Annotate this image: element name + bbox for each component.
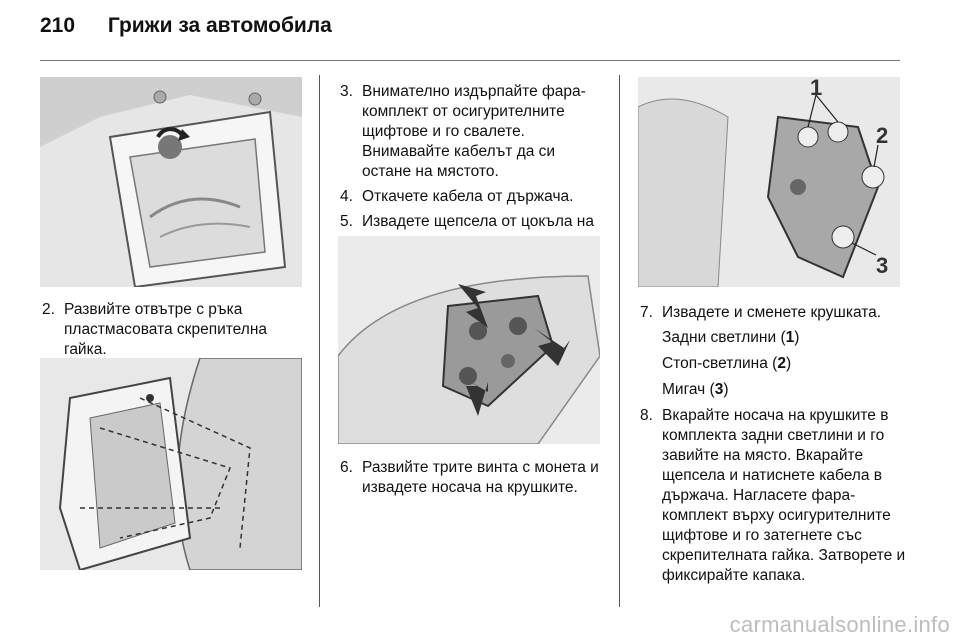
- column-divider: [319, 75, 320, 607]
- page-number: 210: [40, 14, 76, 37]
- step-item: 4. Откачете кабела от държача.: [340, 188, 574, 205]
- page-title: Грижи за автомобила: [107, 14, 332, 37]
- bulb-brake-light: Стоп-светлина (2): [662, 355, 792, 372]
- illustration-nut-removal: [40, 77, 302, 287]
- step-item: 5. Извадете щепсела от цокъла на: [340, 213, 594, 230]
- bulb-rear-lights: Задни светлини (1): [662, 329, 800, 346]
- step-item: 7. Извадете и сменете крушката.: [640, 304, 882, 321]
- step-item: 3. Внимателно издърпайте фара-комплект от осигурителните щифтове и го свалете. Внимавайте кабелът да си остане на мястото.: [340, 83, 586, 180]
- page-header: [40, 14, 332, 38]
- step-item: 2. Развийте отвътре с ръка пластмасовата скрепителна гайка.: [42, 301, 267, 358]
- illustration-bulb-carrier-screws: [338, 236, 600, 444]
- illustration-lamp-removal: [40, 358, 302, 570]
- bulb-turn-signal: Мигач (3): [662, 381, 729, 398]
- callout-3: 3: [876, 253, 889, 278]
- watermark: carmanualsonline.info: [729, 612, 950, 637]
- callout-2: 2: [876, 123, 889, 148]
- column-divider: [619, 75, 620, 607]
- header-rule: [40, 60, 900, 61]
- column-2-text: [338, 82, 608, 257]
- column-3-text: [638, 303, 913, 591]
- illustration-bulb-positions: [638, 77, 900, 287]
- callout-1: 1: [810, 77, 823, 100]
- step-item: 8. Вкарайте носача на крушките в комплекта задни светлини и го завийте на място. Вкарайте щепсела и натиснете кабела в държача. Нагласете фара-комплект върху осигурителните щифтове и го затегнете със скрепителната гайка. Затворете и фиксирайте капака.: [640, 407, 906, 584]
- step-item: 6. Развийте трите винта с монета и извадете носача на крушките.: [340, 459, 599, 496]
- column-2-text-lower: [338, 458, 608, 503]
- column-1-text: [40, 300, 305, 365]
